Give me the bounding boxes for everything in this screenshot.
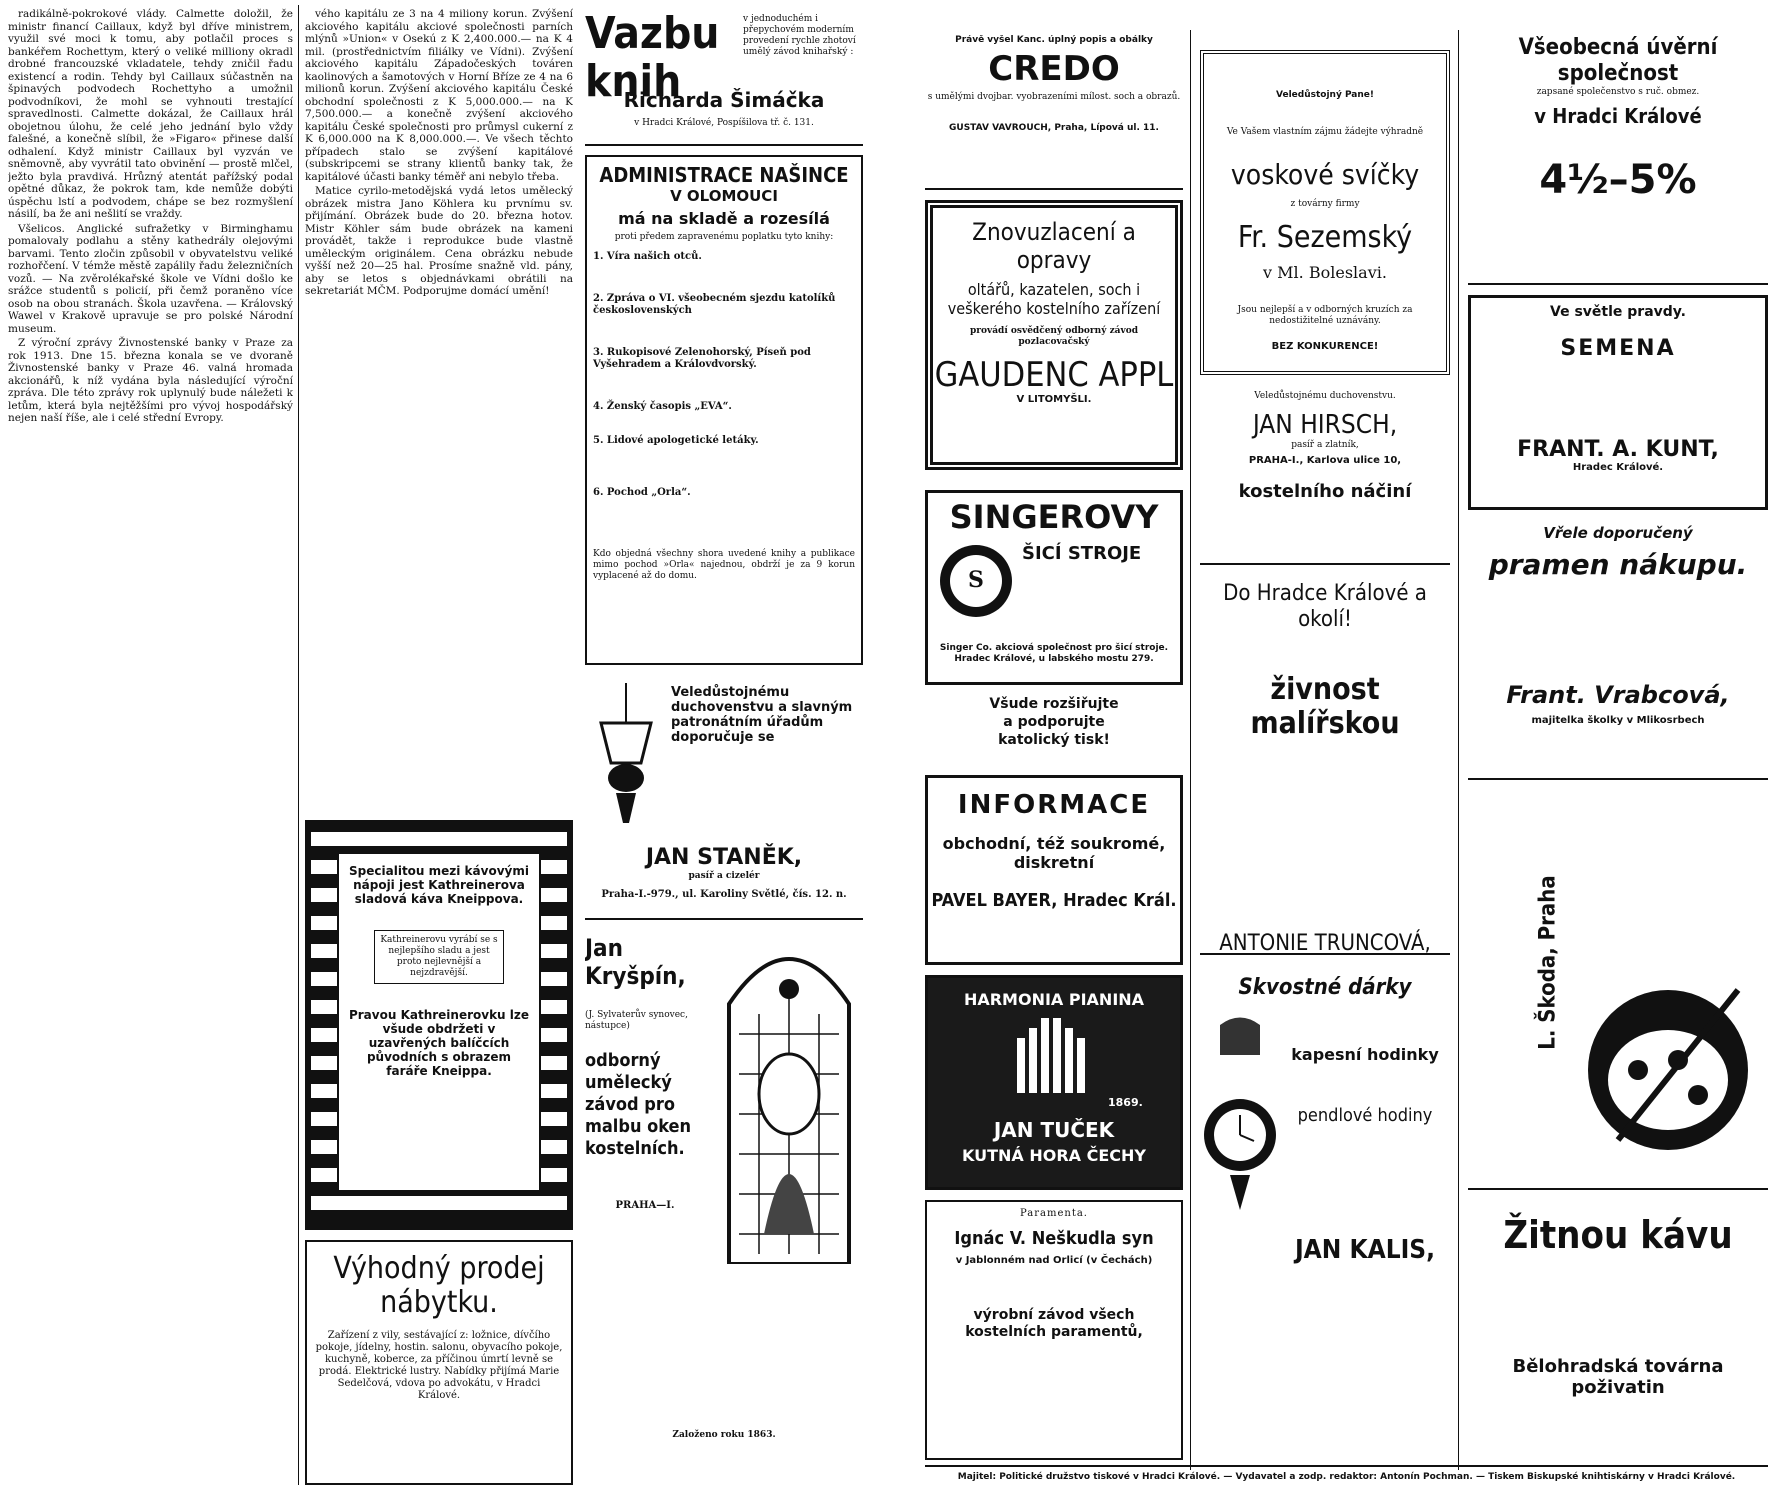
- nasince-footer: Kdo objedná všechny shora uvedené knihy a publikace mimo pochod »Orla« najednou, obdrží je za 9 korun vyplacené až do domu.: [593, 549, 855, 581]
- kunt-top: Ve světle pravdy.: [1550, 304, 1686, 320]
- kalis-name: JAN KALIS,: [1294, 1235, 1436, 1265]
- tucek-title: HARMONIA PIANINA: [963, 990, 1145, 1009]
- zalozna-ad: [1468, 35, 1768, 285]
- column-divider: [1458, 30, 1459, 1470]
- sezemsky-tag: BEZ KONKURENCE!: [1271, 341, 1379, 352]
- skoda-name: L. Škoda, Praha: [1535, 875, 1561, 1050]
- vrabcova-ad: [1468, 520, 1768, 780]
- tucek-year: 1869.: [1108, 1096, 1143, 1109]
- hradec-name: ANTONIE TRUNCOVÁ,: [1219, 931, 1431, 955]
- vazbu-ad-firm: Richarda Šimáčka: [623, 88, 825, 112]
- stanek-ad: [585, 675, 863, 920]
- kava-ad: [1468, 1200, 1768, 1460]
- appl-city: V LITOMYŠLI.: [1016, 394, 1092, 405]
- kalis-item2: pendlové hodiny: [1297, 1105, 1433, 1126]
- singer-footer: Singer Co. akciová společnost pro šicí stroje. Hradec Králové, u labského mostu 279.: [939, 643, 1169, 664]
- article-paragraph: Matice cyrilo-metodějská vydá letos umělecký obrázek mistra Jano Köhlera ku prvnímu sv. přijímání. Obrázek bude do 20. března hotov. Mistr Köhler sám bude obrázek na kameni provádět, takže i reprodukce bude vlastně uměleckým originálem. Cena obrázku nebude vyšší než 20—25 hal. Prosíme snažně vld. pány, aby se letos s objednávkami obrátili na sekretariát MČM. Podporujme domácí umění!: [305, 185, 573, 297]
- sezemsky-city: v Ml. Boleslavi.: [1263, 263, 1387, 282]
- kathreiner-ad: [305, 820, 573, 1230]
- stanek-firm: JAN STANĚK,: [645, 845, 803, 870]
- imprint-line: Majitel: Politické družstvo tiskové v Hradci Králové. — Vydavatel a zodp. redaktor: Antonín Pochman. — Tiskem Biskupské knihtiskárny v Hradci Králové.: [957, 1472, 1736, 1482]
- katolicky-line3: katolický tisk!: [998, 732, 1110, 748]
- pocket-watch-icon: [1200, 1015, 1280, 1215]
- nabytek-ad-headline: Výhodný prodej nábytku.: [333, 1251, 545, 1320]
- nasince-item: 5. Lidové apologetické letáky.: [593, 435, 759, 446]
- tucek-ad: [925, 975, 1183, 1190]
- palette-icon: [1578, 980, 1758, 1180]
- tucek-name: JAN TUČEK: [993, 1118, 1115, 1142]
- informace-ad: [925, 775, 1183, 965]
- sezemsky-product: voskové svíčky: [1230, 158, 1420, 191]
- left-page: [0, 0, 870, 1500]
- neskudla-ad: [925, 1200, 1183, 1460]
- singer-title: SINGEROVY: [949, 498, 1159, 536]
- hirsch-top: Veledůstojnému duchovenstvu.: [1254, 391, 1396, 401]
- tucek-city: KUTNÁ HORA ČECHY: [961, 1146, 1147, 1165]
- vazbu-ad-side: v jednoduchém i přepychovém moderním provedení rychle zhotoví umělý závod knihařský :: [743, 14, 856, 57]
- column-divider: [298, 5, 299, 1485]
- vazbu-knih-ad: [585, 8, 863, 146]
- nasince-item: 6. Pochod „Orla“.: [593, 487, 691, 498]
- neskudla-name: Ignác V. Neškudla syn: [954, 1228, 1154, 1249]
- hirsch-ad: [1200, 385, 1450, 565]
- appl-mid: provádí osvědčený odborný závod pozlacovačský: [969, 326, 1139, 347]
- vrabcova-top: Vřele doporučený: [1543, 524, 1693, 542]
- kryspin-footer: Založeno roku 1863.: [672, 1430, 776, 1440]
- article-column-1: [8, 8, 293, 1478]
- singer-ad: [925, 490, 1183, 685]
- column-divider: [1190, 30, 1191, 1470]
- hirsch-trade: pasíř a zlatník,: [1291, 440, 1359, 450]
- svg-text:S: S: [968, 567, 984, 593]
- sezemsky-note: Jsou nejlepší a v odborných kruzích za nedostižitelné uznávány.: [1237, 305, 1413, 326]
- vazbu-ad-headline: Vazbu knih: [585, 8, 720, 107]
- hirsch-name: JAN HIRSCH,: [1252, 410, 1398, 440]
- neskudla-top: Paramenta.: [1020, 1208, 1088, 1219]
- kava-firm: Bělohradská továrna poživatin: [1512, 1356, 1724, 1398]
- organ-pipes-icon: [1012, 1018, 1102, 1098]
- kava-big: Žitnou kávu: [1503, 1213, 1733, 1257]
- kryspin-line2: (J. Sylvaterův synovec, nástupce): [585, 1010, 688, 1031]
- zalozna-city: v Hradci Králové: [1534, 104, 1702, 128]
- credo-firm: GUSTAV VAVROUCH, Praha, Lípová ul. 11.: [949, 123, 1159, 133]
- nasince-item: 2. Zpráva o VI. všeobecném sjezdu katolíků československých: [593, 293, 836, 316]
- kunt-product: SEMENA: [1560, 336, 1676, 361]
- article-paragraph: vého kapitálu ze 3 na 4 miliony korun. Zvýšení akciového kapitálu akciové společnosti parních mlýnů »Union« v Osekú z K 2,400.000.— na K 4 mil. (prostřednictvím filiálky ve Vídni). Zvýšení akciového kapitálu Západočeských továren kaolinových a šamotových v Horní Bříze ze 4 na 6 milionů korun. Zvýšení akciového kapitálu České obchodní společnosti z K 5,000.000.— na K 7,500.000.— a konečně zvýšení akciového kapitálu České společnosti pro průmysl cukerní z K 6,000.000 na K 8,000.000.—. Ve všech těchto případech stalo se zvýšení kapitálové (subskripcemi se strany klientů banky tak, že kapitálové účasti banky téměř ani nebylo třeba.: [305, 8, 573, 183]
- kalis-ad: [1200, 965, 1450, 1460]
- sezemsky-line: Ve Vašem vlastním zájmu žádejte výhradně: [1226, 127, 1424, 137]
- appl-name: GAUDENC APPL: [934, 355, 1174, 395]
- zalozna-title: Všeobecná úvěrní společnost: [1518, 35, 1718, 86]
- article-paragraph: radikálně-pokrokové vlády. Calmette doložil, že ministr financí Caillaux, když byl dříve ministrem, využil své moci k tomu, aby potlačil proces s bankéřem Rochettym, který o veliké milliony okradl drobné francouzské vkladatele, tehdy zničil řadu existencí a rodin. Tehdy byl Caillaux súčastněn na špinavých podvodech Rochettyho a umožnil podvodníkovi, že mohl se vyhnouti trestající spravedlnosti. Calmette dokázal, že Caillaux hrál obojetnou úlohu, že celé jeho jednání bylo vždy falešné, a konečně slíbil, že »Figaro« přinese další odhalení. Když ministr Caillaux byl vyzván ve sněmovně, aby vyvrátil tato obvinění — prostě mlčel, ježto byla pravdivá. Hrůzný atentát pařížský podal opětné důkaz, že pokrok tam, kde nemůže dobýti úspěchu lstí a podvodem, chápe se bez rozmyšlení násilí, ba že ani nešlití se vraždy.: [8, 8, 293, 220]
- nasince-city: V OLOMOUCI: [670, 187, 778, 205]
- kathreiner-ad-bottom: Pravou Kathreinerovku lze všude obdržeti v uzavřených balíčcích původních s obrazem faráře Kneippa.: [348, 1008, 530, 1078]
- nasince-ad: [585, 155, 863, 665]
- skoda-ad: [1468, 790, 1768, 1190]
- nabytek-ad: [305, 1240, 573, 1485]
- kathreiner-ad-mid: Kathreinerovu vyrábí se s nejlepšího sladu a jest proto nejlevnější a nejzdravější.: [374, 930, 504, 984]
- nasince-intro: proti předem zapravenému poplatku tyto knihy:: [614, 232, 834, 242]
- vazbu-ad-address: v Hradci Králové, Pospíšilova tř. č. 131.: [634, 118, 814, 128]
- kalis-title: Skvostné dárky: [1238, 975, 1412, 1000]
- singer-sub: ŠICÍ STROJE: [1022, 543, 1142, 564]
- sezemsky-ad: [1200, 50, 1450, 375]
- right-page: [920, 0, 1776, 1500]
- kryspin-line3: odborný umělecký závod pro malbu oken kostelních.: [585, 1050, 692, 1159]
- credo-ad: [925, 35, 1183, 190]
- stanek-top: Veledůstojnému duchovenstvu a slavným patronátním úřadům doporučuje se: [671, 685, 853, 745]
- informace-title: INFORMACE: [957, 790, 1151, 820]
- appl-title: Znovuzlacení a opravy: [972, 218, 1136, 274]
- kathreiner-ad-top: Specialitou mezi kávovými nápoji jest Kathreinerova sladová káva Kneippova.: [349, 864, 529, 906]
- sezemsky-name: Fr. Sezemský: [1237, 220, 1413, 255]
- katolicky-line2: a podporujte: [1003, 714, 1105, 730]
- vrabcova-big: pramen nákupu.: [1488, 548, 1748, 581]
- appl-ad: [925, 200, 1183, 470]
- nasince-item: 3. Rukopisové Zelenohorský, Píseň pod Vyšehradem a Královdvorský.: [593, 347, 811, 370]
- kunt-city: Hradec Králové.: [1572, 462, 1664, 473]
- zalozna-sub: zapsané společenstvo s ruč. obmez.: [1536, 87, 1700, 97]
- kryspin-ad: [585, 930, 863, 1485]
- stanek-trade: pasíř a cizelér: [688, 871, 760, 881]
- article-paragraph: Z výroční zprávy Živnostenské banky v Praze za rok 1913. Dne 15. března konala se ve dvoraně Živnostenské banky v Praze 46. valná hromada akcionářů, k níž vydána byla následující výroční zpráva. Dle této zprávy rok uplynulý bude náležeti k letům, která byla nejtěžšími pro vývoj hospodářský nejen naší říše, ale i celé střední Evropy.: [8, 337, 293, 424]
- informace-sub: obchodní, též soukromé, diskretní: [942, 834, 1166, 872]
- chandelier-icon: [591, 683, 661, 833]
- sezemsky-top: Veledůstojný Pane!: [1276, 90, 1374, 100]
- nasince-sub: má na skladě a rozesílá: [618, 209, 830, 228]
- nasince-item: 4. Ženský časopis „EVA“.: [593, 401, 732, 412]
- kalis-item1: kapesní hodinky: [1291, 1045, 1439, 1064]
- hirsch-item: kostelního náčiní: [1238, 481, 1412, 502]
- hradec-big: živnost malířskou: [1250, 672, 1400, 741]
- kunt-ad: [1468, 295, 1768, 510]
- hradec-ad: [1200, 575, 1450, 955]
- footer-rule: [925, 1465, 1768, 1467]
- informace-name: PAVEL BAYER, Hradec Král.: [931, 890, 1177, 911]
- kunt-name: FRANT. A. KUNT,: [1517, 437, 1719, 462]
- stained-glass-window-icon: [719, 934, 859, 1264]
- stanek-address: Praha-I.-979., ul. Karoliny Světlé, čís. 12. n.: [601, 889, 847, 900]
- sezemsky-factory: z továrny firmy: [1290, 199, 1360, 209]
- appl-line: oltářů, kazatelen, soch i veškerého kostelního zařízení: [947, 280, 1161, 318]
- zalozna-rate: 4½–5%: [1539, 157, 1697, 203]
- article-paragraph: Všelicos. Anglické sufražetky v Birminghamu pomalovaly podlahu a stěny kathedrály olejovými barvami. Tento zločin způsobil v obyvatelstvu veliké rozhořčení. V témže městě zapálily řadu železničních vozů. — Na zvěrolékařské škole ve Vídni došlo ke srážce studentů s policií, při čemž poraněno více osob na obou stranách. Škola uzavřena. — Královský Wawel v Krakově upravuje se pro polské Národní museum.: [8, 222, 293, 335]
- credo-title: CREDO: [988, 49, 1120, 89]
- credo-top: Právě vyšel Kanc. úplný popis a obálky: [955, 35, 1153, 45]
- vrabcova-sub: majitelka školky v Mlikosrbech: [1531, 715, 1705, 726]
- nabytek-ad-body: Zařízení z vily, sestávající z: ložnice, dívčího pokoje, jídelny, hostin. salonu, obyvacího pokoje, kuchyně, koberce, za příčinou úmrtí levně se prodá. Elektrické lustry. Nabídky přijímá Marie Sedelčová, vdova po advokátu, v Hradci Králové.: [315, 1330, 563, 1401]
- kryspin-city: PRAHA—I.: [615, 1200, 675, 1211]
- vrabcova-name: Frant. Vrabcová,: [1506, 681, 1730, 709]
- article-column-2: [305, 8, 573, 808]
- katolicky-tisk-ad: [925, 695, 1183, 765]
- hirsch-addr: PRAHA-I., Karlova ulice 10,: [1248, 455, 1402, 466]
- katolicky-line1: Všude rozšiřujte: [989, 696, 1119, 712]
- hradec-title: Do Hradce Králové a okolí!: [1223, 581, 1427, 632]
- kryspin-name: Jan Kryšpín,: [585, 934, 686, 990]
- nasince-item: 1. Víra našich otců.: [593, 251, 702, 262]
- credo-sub: s umělými dvojbar. vyobrazeními mílost. soch a obrazů.: [927, 92, 1181, 102]
- neskudla-city: v Jablonném nad Orlicí (v Čechách): [955, 1255, 1153, 1266]
- singer-logo-icon: [936, 541, 1016, 621]
- neskudla-item: výrobní závod všech kostelních paramentů,: [965, 1307, 1143, 1340]
- nasince-title: ADMINISTRACE NAŠINCE: [599, 163, 849, 187]
